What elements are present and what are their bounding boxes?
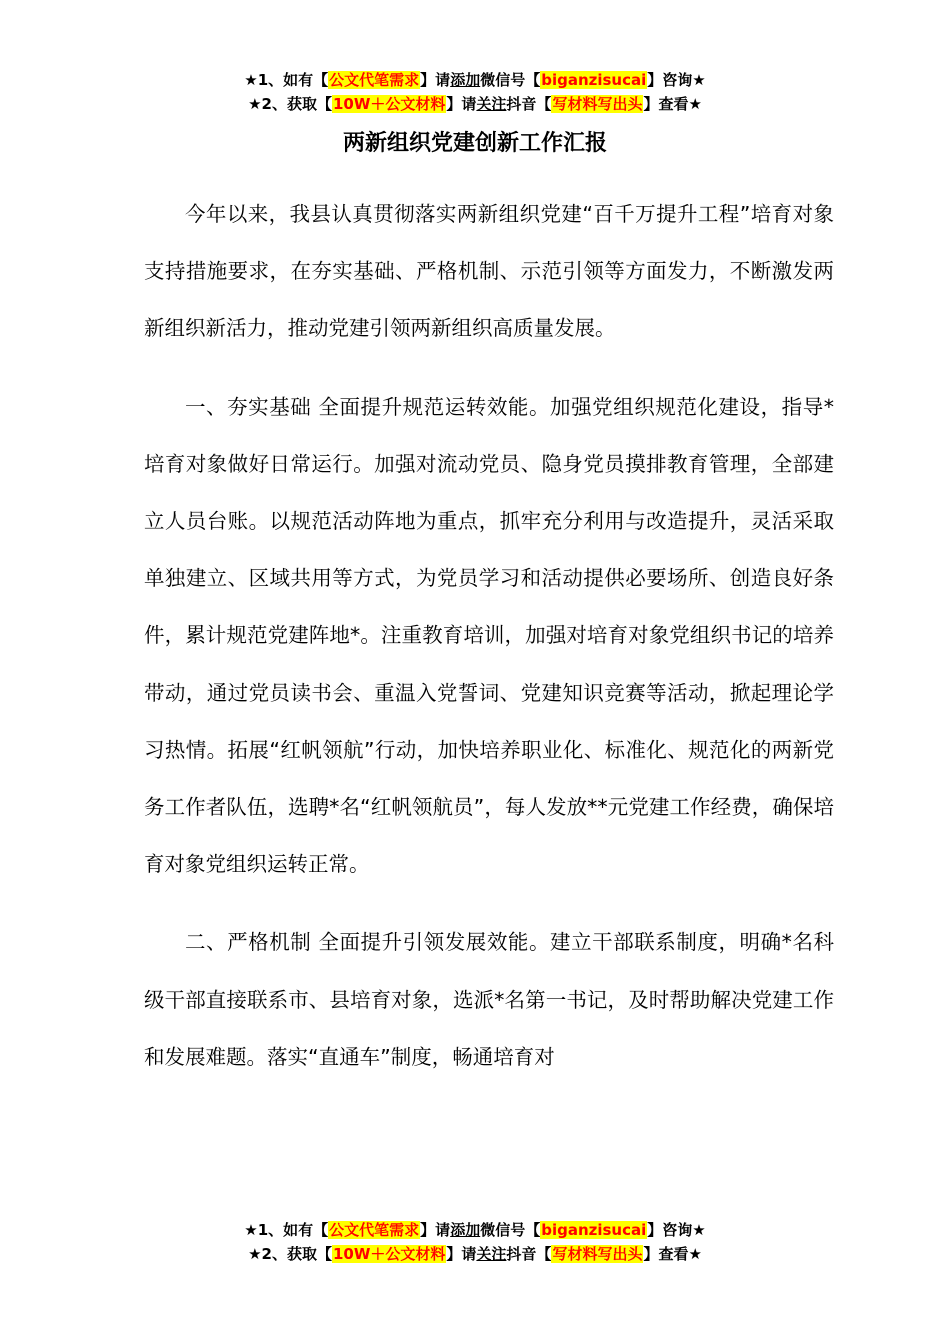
footer-promo-line-1-suffix: 】咨询★ (647, 1221, 706, 1239)
paragraph-section-1: 一、夯实基础 全面提升规范运转效能。加强党组织规范化建设，指导*培育对象做好日常运行。加强对流动党员、隐身党员摸排教育管理，全部建立人员台账。以规范活动阵地为重点，抓牢充分利用与改造提升，灵活采取单独建立、区域共用等方式，为党员学习和活动提供必要场所、创造良好条件，累计规范党建阵地*。注重教育培训，加强对培育对象党组织书记的培养带动，通过党员读书会、重温入党誓词、党建知识竞赛等活动，掀起理论学习热情。拓展“红帆领航”行动，加快培养职业化、标准化、规范化的两新党务工作者队伍，选聘*名“红帆领航员”，每人发放**元党建工作经费，确保培育对象党组织运转正常。 (144, 394, 834, 877)
promo-line-2-suffix: 】查看★ (643, 95, 702, 113)
promo-line-2-prefix: ★2、获取【 (248, 95, 332, 113)
footer-promo-line-1-emph: 添加 (450, 1221, 481, 1239)
footer-promo-line-2-emph: 关注 (476, 1245, 507, 1263)
promo-line-2-middle-1: 】请 (446, 95, 477, 113)
promo-line-2-emph: 关注 (476, 95, 507, 113)
promo-line-1-prefix: ★1、如有【 (244, 71, 329, 89)
promo-line-2 (0, 92, 950, 116)
footer-promo (0, 1218, 950, 1266)
footer-promo-line-1-highlight-1: 公文代笔需求 (329, 1221, 420, 1239)
paragraph-section-2: 二、严格机制 全面提升引领发展效能。建立干部联系制度，明确*名科级干部直接联系市、县培育对象，选派*名第一书记，及时帮助解决党建工作和发展难题。落实“直通车”制度，畅通培育对 (144, 930, 834, 1069)
promo-line-1-highlight-1: 公文代笔需求 (329, 71, 420, 89)
footer-promo-line-2-highlight-2: 写材料写出头 (552, 1245, 643, 1263)
promo-line-1-middle-1: 】请 (420, 71, 451, 89)
promo-line-2-highlight-1: 10W＋公文材料 (332, 95, 446, 113)
promo-line-1-emph: 添加 (450, 71, 481, 89)
footer-promo-line-1-middle-2: 微信号【 (480, 1221, 541, 1239)
paragraph-intro: 今年以来，我县认真贯彻落实两新组织党建“百千万提升工程”培育对象支持措施要求，在夯实基础、严格机制、示范引领等方面发力，不断激发两新组织新活力，推动党建引领两新组织高质量发展。 (144, 202, 834, 341)
promo-line-1-suffix: 】咨询★ (647, 71, 706, 89)
header-promo (0, 68, 950, 116)
promo-line-2-highlight-2: 写材料写出头 (552, 95, 643, 113)
footer-promo-line-1-middle-1: 】请 (420, 1221, 451, 1239)
footer-promo-line-2-suffix: 】查看★ (643, 1245, 702, 1263)
promo-line-1 (0, 68, 950, 92)
document-body (144, 186, 834, 1107)
footer-promo-line-1-prefix: ★1、如有【 (244, 1221, 329, 1239)
footer-promo-line-2-highlight-1: 10W＋公文材料 (332, 1245, 446, 1263)
footer-promo-line-2 (0, 1242, 950, 1266)
promo-line-1-highlight-2: biganzisucai (541, 71, 647, 89)
footer-promo-line-2-middle-1: 】请 (446, 1245, 477, 1263)
footer-promo-line-1-highlight-2: biganzisucai (541, 1221, 647, 1239)
document-title: 两新组织党建创新工作汇报 (342, 131, 607, 156)
footer-promo-line-2-middle-2: 抖音【 (506, 1245, 552, 1263)
footer-promo-line-2-prefix: ★2、获取【 (248, 1245, 332, 1263)
promo-line-1-middle-2: 微信号【 (480, 71, 541, 89)
footer-promo-line-1 (0, 1218, 950, 1242)
promo-line-2-middle-2: 抖音【 (506, 95, 552, 113)
